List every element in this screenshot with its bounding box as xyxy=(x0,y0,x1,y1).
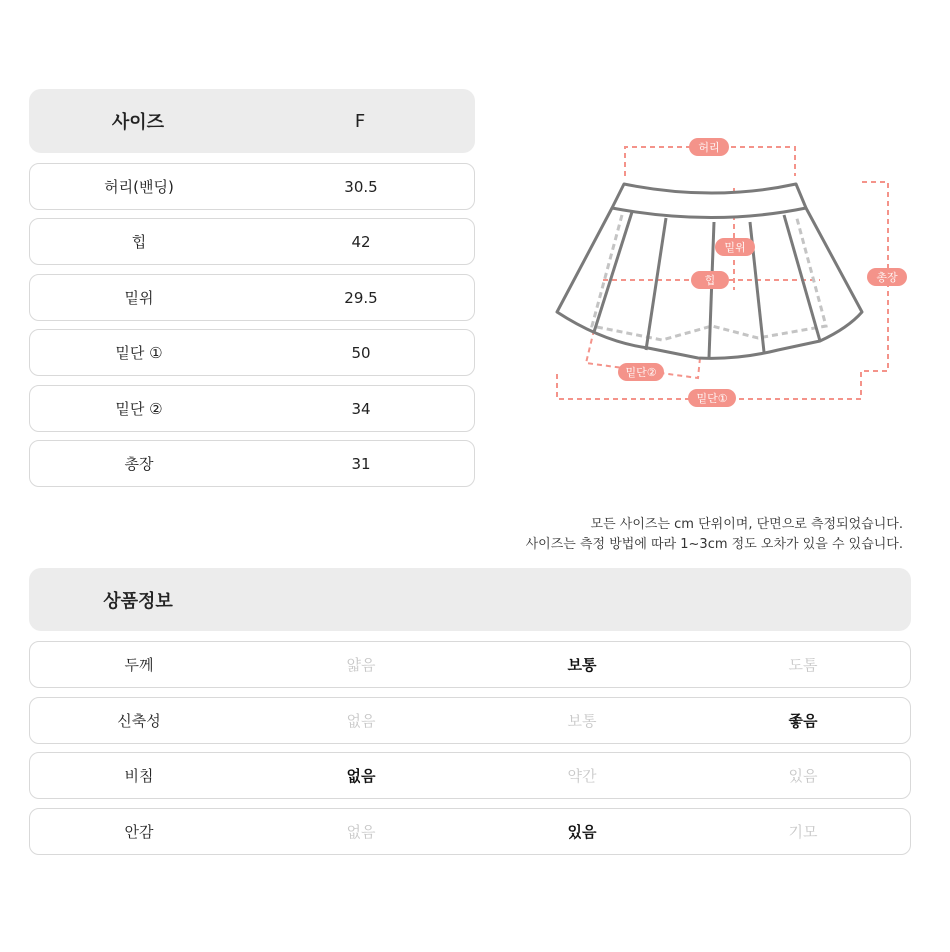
length-tag-text: 총장 xyxy=(876,271,898,284)
size-row-label: 허리(밴딩) xyxy=(104,178,174,196)
hem2-tag-text: 밑단② xyxy=(625,366,657,379)
info-row-label: 안감 xyxy=(124,823,154,841)
product-info-header xyxy=(29,568,911,631)
info-option-selected: 좋음 xyxy=(788,712,818,730)
info-row-sheerness xyxy=(29,752,911,799)
size-row-label: 밑단 ① xyxy=(115,344,163,362)
size-row-rise xyxy=(29,274,475,321)
diagram-tags xyxy=(618,138,907,407)
size-row-value: 31 xyxy=(351,454,371,473)
product-info-title: 상품정보 xyxy=(103,590,173,612)
info-row-thickness xyxy=(29,641,911,688)
size-row-value: 34 xyxy=(351,399,371,418)
waist-tag-text: 허리 xyxy=(698,141,720,154)
note-line-1: 모든 사이즈는 cm 단위이며, 단면으로 측정되었습니다. xyxy=(590,517,903,532)
note-line-2: 사이즈는 측정 방법에 따라 1~3cm 정도 오차가 있을 수 있습니다. xyxy=(525,537,903,552)
info-option: 있음 xyxy=(788,767,818,785)
hem1-tag-text: 밑단① xyxy=(696,392,728,405)
size-row-value: 30.5 xyxy=(344,177,378,196)
size-header-label: 사이즈 xyxy=(111,112,165,133)
size-row-waist xyxy=(29,163,475,210)
size-row-hem1 xyxy=(29,329,475,376)
skirt-measurement-diagram xyxy=(548,130,918,420)
size-row-label: 힙 xyxy=(131,233,147,251)
size-row-hip xyxy=(29,218,475,265)
info-option-selected: 있음 xyxy=(567,823,597,841)
info-row-label: 비침 xyxy=(124,767,154,785)
size-header-value: F xyxy=(354,110,366,132)
info-option: 약간 xyxy=(567,767,597,785)
info-row-stretch xyxy=(29,697,911,744)
size-row-value: 50 xyxy=(351,343,371,362)
info-option: 기모 xyxy=(788,823,818,841)
info-option-selected: 보통 xyxy=(567,656,597,674)
info-row-label: 신축성 xyxy=(117,712,161,730)
info-option: 도톰 xyxy=(788,656,818,674)
info-option-selected: 없음 xyxy=(346,767,376,785)
info-option: 없음 xyxy=(346,823,376,841)
info-row-lining xyxy=(29,808,911,855)
size-row-hem2 xyxy=(29,385,475,432)
size-row-value: 29.5 xyxy=(344,288,378,307)
hip-tag-text: 힙 xyxy=(704,274,716,287)
info-row-label: 두께 xyxy=(124,656,154,674)
size-row-length xyxy=(29,440,475,487)
size-table-header xyxy=(29,89,475,153)
size-row-label: 밑단 ② xyxy=(115,400,163,418)
rise-tag-text: 밑위 xyxy=(724,241,746,254)
info-option: 보통 xyxy=(567,712,597,730)
size-row-value: 42 xyxy=(351,232,371,251)
size-row-label: 총장 xyxy=(124,455,154,473)
info-option: 없음 xyxy=(346,712,376,730)
size-notes xyxy=(526,515,903,555)
size-row-label: 밑위 xyxy=(124,289,154,307)
info-option: 얇음 xyxy=(346,656,376,674)
